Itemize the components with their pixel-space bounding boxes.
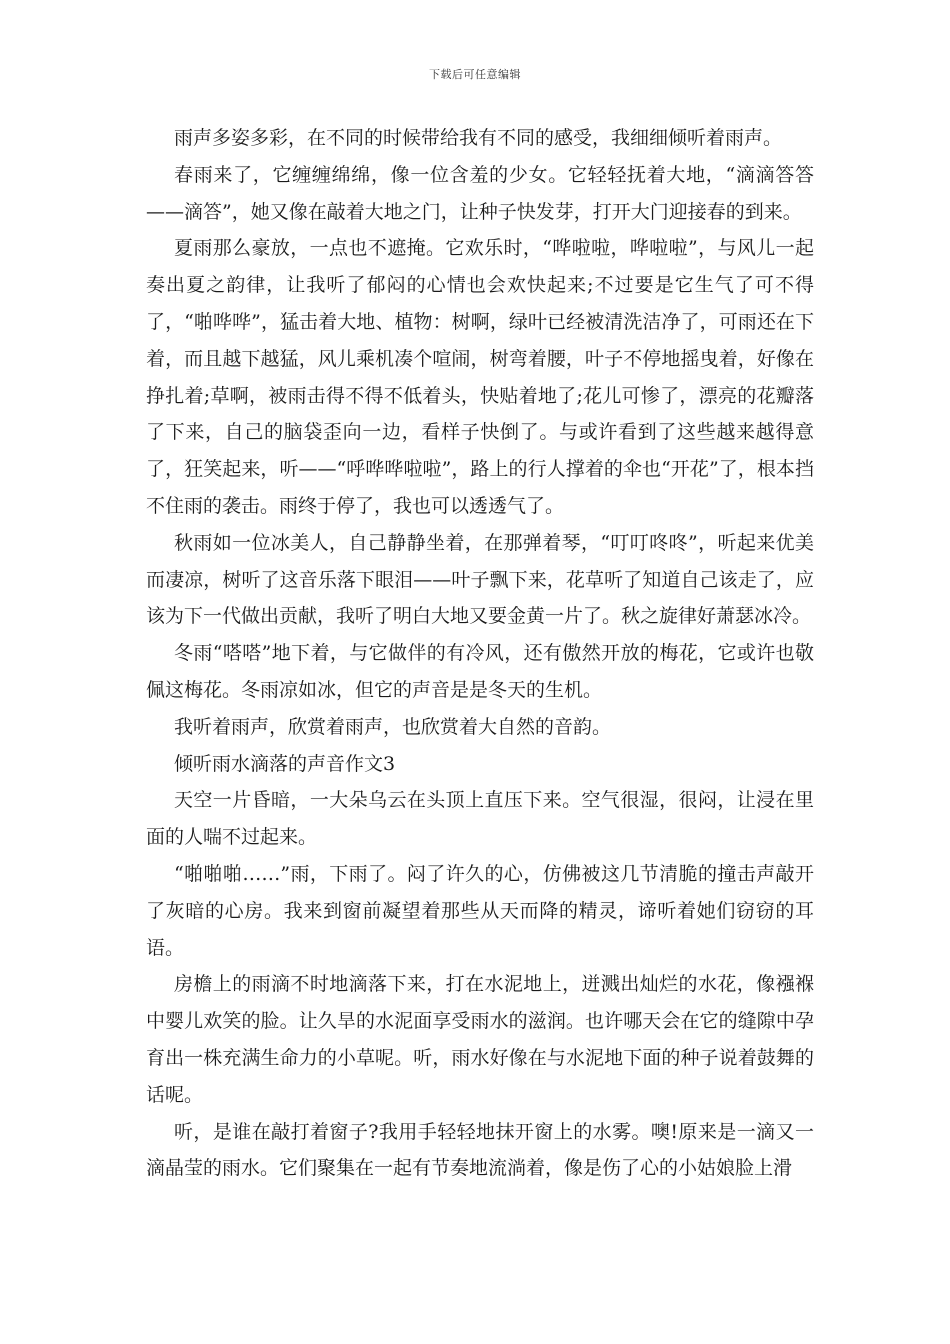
- paragraph-window: 听，是谁在敲打着窗子?我用手轻轻地抹开窗上的水雾。噢!原来是一滴又一滴晶莹的雨水。它们聚集在一起有节奏地流淌着，像是伤了心的小姑娘脸上滑: [146, 1120, 814, 1180]
- paragraph-winter-rain: 冬雨“嗒嗒”地下着，与它做伴的有冷风，还有傲然开放的梅花，它或许也敬佩这梅花。冬雨凉如冰，但它的声音是是冬天的生机。: [146, 642, 814, 701]
- paragraph-eaves-drops: 房檐上的雨滴不时地滴落下来，打在水泥地上，迸溅出灿烂的水花，像襁褓中婴儿欢笑的脸。让久旱的水泥面享受雨水的滋润。也许哪天会在它的缝隙中孕育出一株充满生命力的小草呢。听，雨水好像在与水泥地下面的种子说着鼓舞的话呢。: [146, 973, 814, 1106]
- document-body: [146, 120, 814, 1187]
- paragraph-dark-sky: 天空一片昏暗，一大朵乌云在头顶上直压下来。空气很湿，很闷，让浸在里面的人喘不过起来。: [146, 789, 814, 849]
- page-header-note: 下载后可任意编辑: [429, 68, 521, 81]
- paragraph-intro: 雨声多姿多彩，在不同的时候带给我有不同的感受，我细细倾听着雨声。: [174, 127, 783, 149]
- paragraph-rain-begins: “啪啪啪……”雨，下雨了。闷了许久的心，仿佛被这几节清脆的撞击声敲开了灰暗的心房。我来到窗前凝望着那些从天而降的精灵，谛听着她们窃窃的耳语。: [146, 862, 814, 959]
- section-heading: 倾听雨水滴落的声音作文3: [174, 752, 396, 775]
- paragraph-autumn-rain: 秋雨如一位冰美人，自己静静坐着，在那弹着琴，“叮叮咚咚”，听起来优美而凄凉，树听了这音乐落下眼泪——叶子飘下来，花草听了知道自己该走了，应该为下一代做出贡献，我听了明白大地又要金黄一片了。秋之旋律好萧瑟冰冷。: [146, 531, 814, 628]
- paragraph-spring-rain: 春雨来了，它缠缠绵绵，像一位含羞的少女。它轻轻抚着大地，“滴滴答答——滴答”，她又像在敲着大地之门，让种子快发芽，打开大门迎接春的到来。: [146, 163, 814, 223]
- paragraph-conclusion: 我听着雨声，欣赏着雨声，也欣赏着大自然的音韵。: [174, 715, 612, 738]
- paragraph-summer-rain: 夏雨那么豪放，一点也不遮掩。它欢乐时，“哗啦啦，哗啦啦”，与风儿一起奏出夏之韵律，让我听了郁闷的心情也会欢快起来;不过要是它生气了可不得了，“啪哗哗”，猛击着大地、植物：树啊，绿叶已经被清洗洁净了，可雨还在下着，而且越下越猛，风儿乘机凑个喧闹，树弯着腰，叶子不停地摇曳着，好像在挣扎着;草啊，被雨击得不得不低着头，快贴着地了;花儿可惨了，漂亮的花瓣落了下来，自己的脑袋歪向一边，看样子快倒了。与或许看到了这些越来越得意了，狂笑起来，听——“呼哗哗啦啦”，路上的行人撑着的伞也“开花”了，根本挡不住雨的袭击。雨终于停了，我也可以透透气了。: [146, 237, 814, 517]
